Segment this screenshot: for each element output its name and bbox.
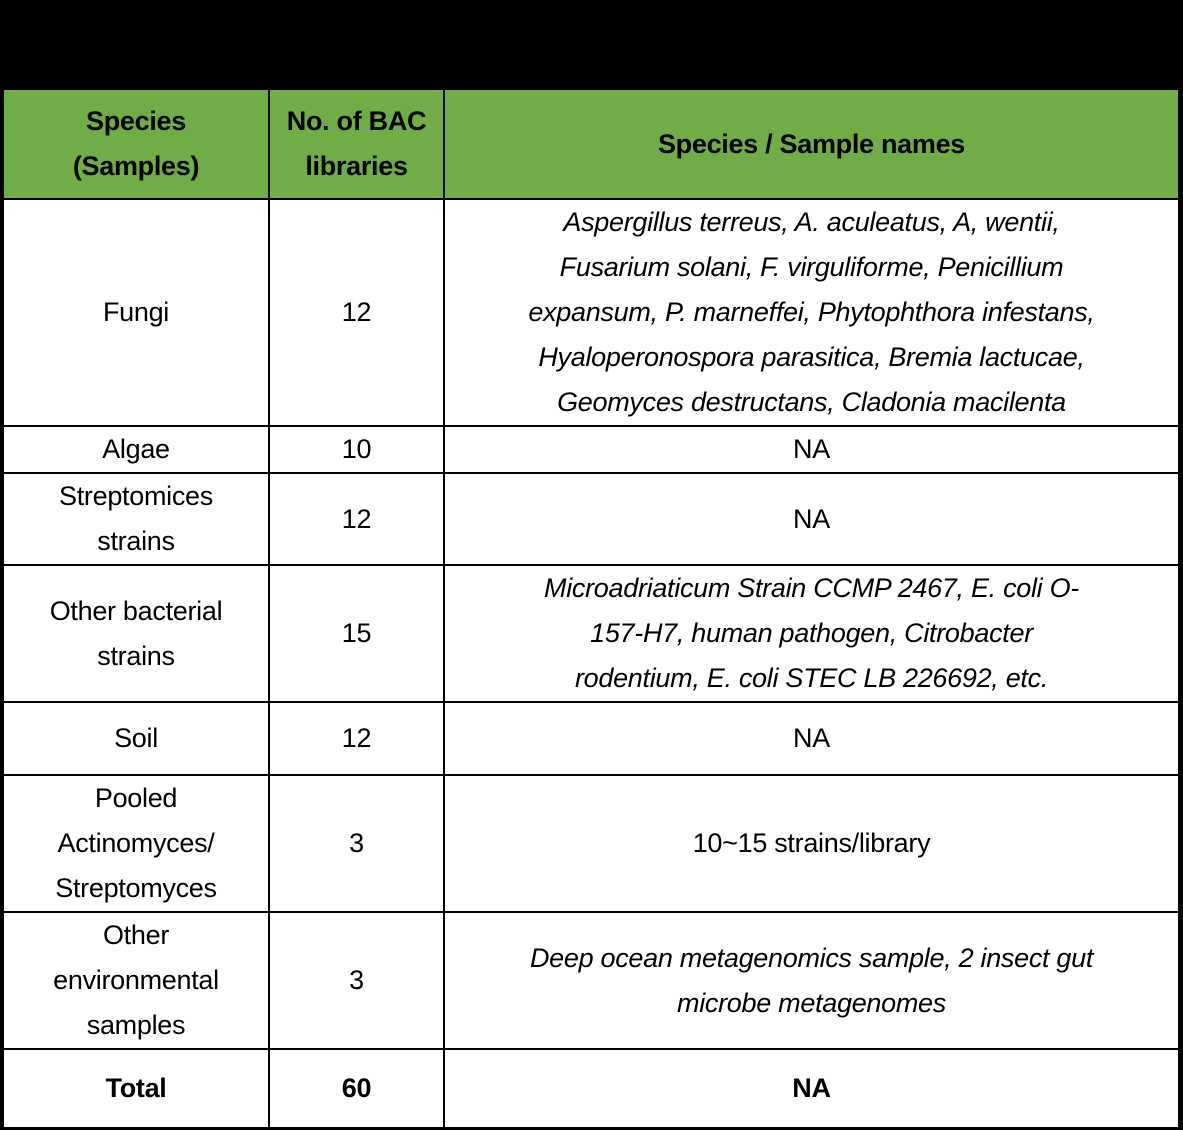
header-count bbox=[269, 89, 444, 199]
table-row bbox=[3, 775, 1179, 912]
names-line: NA bbox=[793, 723, 830, 753]
species-line: Fungi bbox=[102, 297, 170, 327]
total-count: 60 bbox=[269, 1049, 444, 1128]
names-line: expansum, P. marneffei, Phytophthora infestans, bbox=[528, 297, 1095, 327]
cell-count: 12 bbox=[269, 702, 444, 775]
names-line: Hyaloperonospora parasitica, Bremia lactucae, bbox=[538, 342, 1085, 372]
table-row bbox=[3, 912, 1179, 1049]
species-line: strains bbox=[97, 640, 175, 671]
cell-count: 12 bbox=[269, 473, 444, 565]
cell-species bbox=[3, 199, 269, 426]
header-names-line: Species / Sample names bbox=[657, 128, 966, 159]
header-count-line: No. of BAC bbox=[286, 106, 427, 136]
top-black-band bbox=[0, 0, 1183, 88]
cell-species bbox=[3, 473, 269, 565]
header-species-line: Species bbox=[86, 106, 186, 136]
species-line: Soil bbox=[114, 723, 158, 753]
cell-species bbox=[3, 426, 269, 473]
cell-names bbox=[444, 702, 1179, 775]
cell-names bbox=[444, 473, 1179, 565]
table-row bbox=[3, 702, 1179, 775]
names-line: 157-H7, human pathogen, Citrobacter bbox=[590, 618, 1033, 648]
species-line: Streptomices bbox=[59, 481, 213, 511]
cell-names bbox=[444, 565, 1179, 702]
total-label: Total bbox=[3, 1049, 269, 1128]
species-line: strains bbox=[97, 526, 175, 556]
bac-libraries-table bbox=[2, 88, 1180, 1129]
cell-count: 12 bbox=[269, 199, 444, 426]
table-row bbox=[3, 199, 1179, 426]
header-row bbox=[3, 89, 1179, 199]
header-names bbox=[444, 89, 1179, 199]
names-line: microbe metagenomes bbox=[677, 987, 946, 1018]
species-line: Actinomyces/ bbox=[57, 828, 215, 858]
names-line: Geomyces destructans, Cladonia macilenta bbox=[557, 387, 1066, 417]
names-line: Aspergillus terreus, A. aculeatus, A, wentii, bbox=[563, 207, 1060, 237]
species-line: samples bbox=[86, 1010, 186, 1040]
table-row bbox=[3, 473, 1179, 565]
cell-names bbox=[444, 912, 1179, 1049]
total-names: NA bbox=[444, 1049, 1179, 1128]
species-line: Algae bbox=[102, 434, 170, 464]
cell-species bbox=[3, 565, 269, 702]
species-line: environmental bbox=[53, 965, 219, 995]
cell-names bbox=[444, 775, 1179, 912]
names-line: NA bbox=[793, 503, 830, 534]
species-line: Other bbox=[102, 920, 170, 950]
species-line: Streptomyces bbox=[55, 873, 217, 903]
names-line: Fusarium solani, F. virguliforme, Penicillium bbox=[559, 252, 1064, 282]
species-line: Other bacterial bbox=[49, 595, 223, 626]
header-species bbox=[3, 89, 269, 199]
cell-count: 3 bbox=[269, 912, 444, 1049]
cell-species bbox=[3, 775, 269, 912]
names-line: NA bbox=[793, 434, 830, 464]
total-row bbox=[3, 1049, 1179, 1128]
cell-count: 3 bbox=[269, 775, 444, 912]
header-count-line: libraries bbox=[305, 151, 408, 181]
cell-species bbox=[3, 702, 269, 775]
cell-count: 10 bbox=[269, 426, 444, 473]
cell-names bbox=[444, 426, 1179, 473]
names-line: rodentium, E. coli STEC LB 226692, etc. bbox=[574, 663, 1049, 693]
names-line: Microadriaticum Strain CCMP 2467, E. coli O- bbox=[544, 573, 1079, 603]
table-row bbox=[3, 426, 1179, 473]
cell-names bbox=[444, 199, 1179, 426]
cell-species bbox=[3, 912, 269, 1049]
species-line: Pooled bbox=[94, 783, 178, 813]
table-row bbox=[3, 565, 1179, 702]
header-species-line: (Samples) bbox=[72, 151, 200, 181]
names-line: Deep ocean metagenomics sample, 2 insect gut bbox=[529, 942, 1094, 973]
cell-count: 15 bbox=[269, 565, 444, 702]
names-line: 10~15 strains/library bbox=[692, 828, 931, 858]
